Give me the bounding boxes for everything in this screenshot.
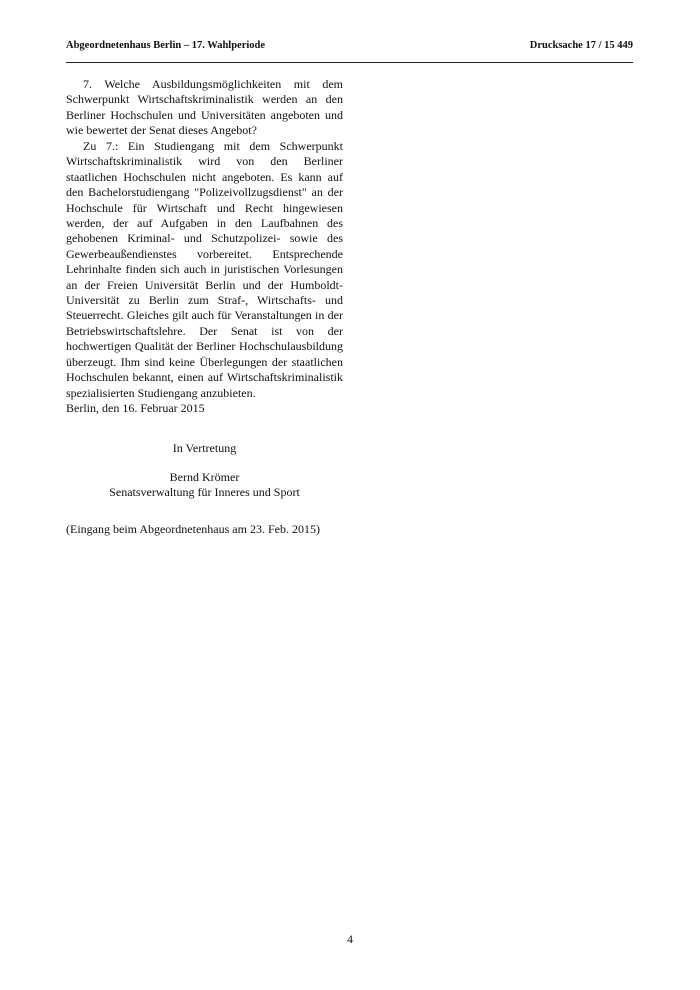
question-block	[66, 77, 343, 139]
in-vertretung-line: In Vertretung	[172, 441, 237, 455]
header-document-number: Drucksache 17 / 15 449	[529, 40, 633, 51]
signer-office: Senatsverwaltung für Inneres und Sport	[109, 485, 300, 499]
receipt-note: (Eingang beim Abgeordnetenhaus am 23. Feb. 2015)	[66, 522, 320, 536]
question-text: 7. Welche Ausbildungsmöglichkeiten mit dem Schwerpunkt Wirtschaftskriminalistik werden an den Berliner Hochschulen und Universitäten angeboten und wie bewertet der Senat dieses Angebot?	[66, 77, 343, 138]
signer-name: Bernd Krömer	[169, 470, 240, 484]
place-date: Berlin, den 16. Februar 2015	[66, 401, 205, 415]
answer-text: Zu 7.: Ein Studiengang mit dem Schwerpunkt Wirtschaftskriminalistik wird von den Berliner staatlichen Hochschulen nicht angeboten. Es kann auf den Bachelorstudiengang "Polizeivollzugsdienst" an der Hochschule für Wirtschaft und Recht hingewiesen werden, der auf Aufgaben in den Laufbahnen des gehobenen Kriminal- und Schutzpolizei- sowie des Gewerbeaußendienstes vorbereitet. Entsprechende Lehrinhalte finden sich auch in juristischen Vorlesungen an der Freien Universität Berlin und der Humboldt-Universität zu Berlin zum Straf-, Wirtschafts- und Steuerrecht. Gleiches gilt auch für Veranstaltungen in der Betriebswirtschaftslehre. Der Senat ist von der hochwertigen Qualität der Berliner Hochschulausbildung überzeugt. Ihm sind keine Überlegungen der staatlichen Hochschulen bekannt, einen auf Wirtschaftskriminalistik spezialisierten Studiengang anzubieten.	[66, 139, 343, 400]
answer-block	[66, 139, 343, 401]
page-header	[66, 40, 633, 63]
header-parliament-period: Abgeordnetenhaus Berlin – 17. Wahlperiode	[66, 40, 266, 51]
page-number: 4	[347, 932, 353, 946]
